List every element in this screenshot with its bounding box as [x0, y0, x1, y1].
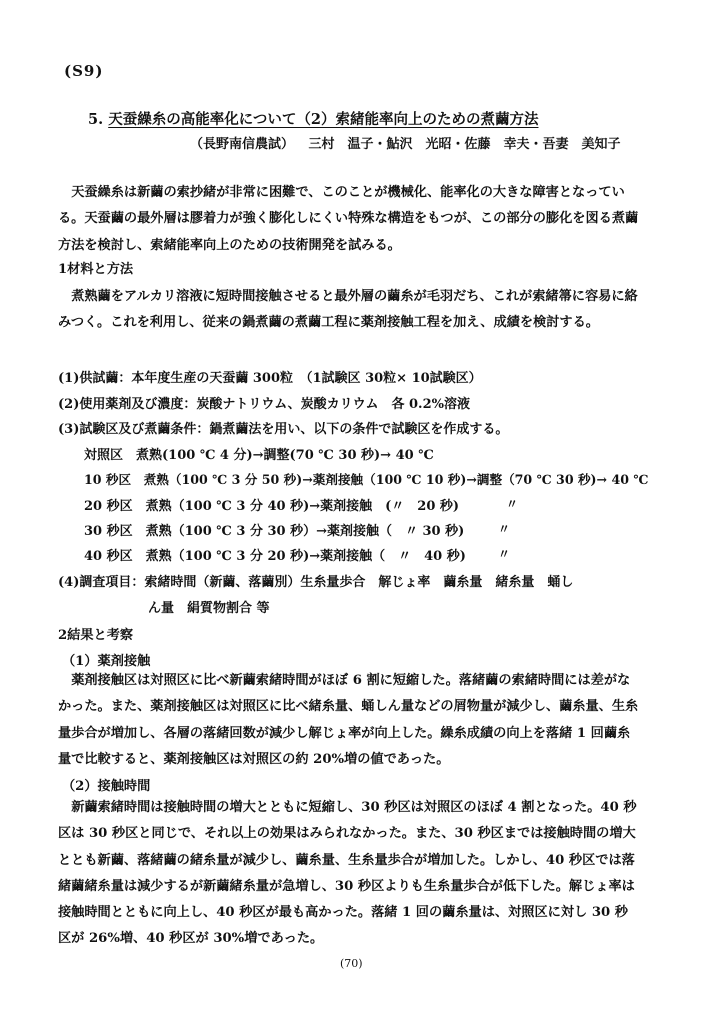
method-item-3: (3)試験区及び煮繭条件：鍋煮繭法を用い、以下の条件で試験区を作成する。: [58, 422, 509, 437]
ditto-mark-40s: 〃: [498, 547, 511, 561]
intro-paragraph: [58, 180, 640, 259]
title-number: 5.: [88, 111, 104, 128]
session-code: (S9): [64, 62, 104, 80]
results-paragraph-1: [58, 668, 640, 773]
author-line: [190, 133, 621, 152]
results-paragraph-2: [58, 795, 640, 953]
methods-text: 煮熟繭をアルカリ溶液に短時間接触させると最外層の繭糸が毛羽だち、これが索緒箒に容易に絡みつく。これを利用し、従来の鍋煮繭の煮繭工程に薬剤接触工程を加え、成績を検討する。: [58, 289, 638, 331]
page-number: (70): [340, 957, 363, 970]
method-item-1: (1)供試繭：本年度生産の天蚕繭 300粒 （1試験区 30粒× 10試験区）: [58, 371, 482, 386]
affiliation: （長野南信農試）: [190, 137, 295, 152]
results-text-2: 新繭索緒時間は接触時間の増大とともに短縮し、30 秒区は対照区のほぼ 4 割となった。40 秒区は 30 秒区と同じで、それ以上の効果はみられなかった。また、30 秒区までは接触時間の増大ととも新繭、落緒繭の緒糸量が減少し、繭糸量、生糸量歩合が増加した。しかし、40 秒区では落緒繭緒糸量は減少するが新繭緒糸量が急増し、30 秒区よりも生糸量歩合が低下した。解じょ率は接触時間とともに向上し、40 秒区が最も高かった。落緒 1 回の繭糸量は、対照区に対し 30 秒区が 26%増、40 秒区が 30%増であった。: [58, 800, 637, 947]
condition-control: 対照区 煮熟(100 ℃ 4 分)→調整(70 ℃ 30 秒)→ 40 ℃: [84, 448, 434, 463]
condition-10s: 10 秒区 煮熟（100 ℃ 3 分 50 秒)→薬剤接触（100 ℃ 10 秒)→調整（70 ℃ 30 秒)→ 40 ℃: [84, 472, 649, 487]
method-item-4-line1: (4)調査項目：索緒時間（新繭、落繭別）生糸量歩合 解じょ率 繭糸量 緒糸量 蛹し: [58, 575, 574, 590]
condition-30s: 30 秒区 煮熟（100 ℃ 3 分 30 秒）→薬剤接触（ 〃 30 秒): [84, 524, 465, 539]
condition-20s: 20 秒区 煮熟（100 ℃ 3 分 40 秒)→薬剤接触 (〃 20 秒): [84, 499, 460, 514]
title-text: 天蚕繰糸の高能率化について（2）索緒能率向上のための煮繭方法: [108, 111, 539, 128]
intro-text: 天蚕繰糸は新繭の索抄緒が非常に困難で、このことが機械化、能率化の大きな障害となっている。天蚕繭の最外層は膠着力が強く膨化しにくい特殊な構造をもつが、この部分の膨化を図る煮繭方法を検討し、索緒能率向上のための技術開発を試みる。: [58, 185, 639, 253]
method-item-2: (2)使用薬剤及び濃度：炭酸ナトリウム、炭酸カリウム 各 0.2%溶液: [58, 397, 470, 412]
subheading-contact-time: （2）接触時間: [62, 779, 151, 794]
ditto-mark-30s: 〃: [498, 522, 511, 536]
section-heading-methods: 1材料と方法: [58, 262, 134, 277]
section-heading-results: 2結果と考察: [58, 628, 134, 643]
results-text-1: 薬剤接触区は対照区に比べ新繭索緒時間がほぼ 6 割に短縮した。落緒繭の索緒時間には差がなかった。また、薬剤接触区は対照区に比べ緒糸量、蛹しん量などの屑物量が減少し、繭糸量、生糸量歩合が増加し、各層の落緒回数が減少し解じょ率が向上した。繰糸成績の向上を落緒 1 回繭糸量で比較すると、薬剤接触区は対照区の約 20%増の値であった。: [58, 673, 639, 767]
method-item-4-line2: ん量 絹質物割合 等: [148, 601, 270, 616]
author-names: 三村 温子・鮎沢 光昭・佐藤 幸夫・吾妻 美知子: [308, 137, 621, 152]
condition-40s: 40 秒区 煮熟（100 ℃ 3 分 20 秒)→薬剤接触（ 〃 40 秒): [84, 549, 466, 564]
methods-paragraph: [58, 284, 640, 337]
paper-title: [88, 108, 539, 129]
ditto-mark-20s: 〃: [506, 497, 519, 511]
subheading-agent-contact: （1）薬剤接触: [62, 654, 151, 669]
